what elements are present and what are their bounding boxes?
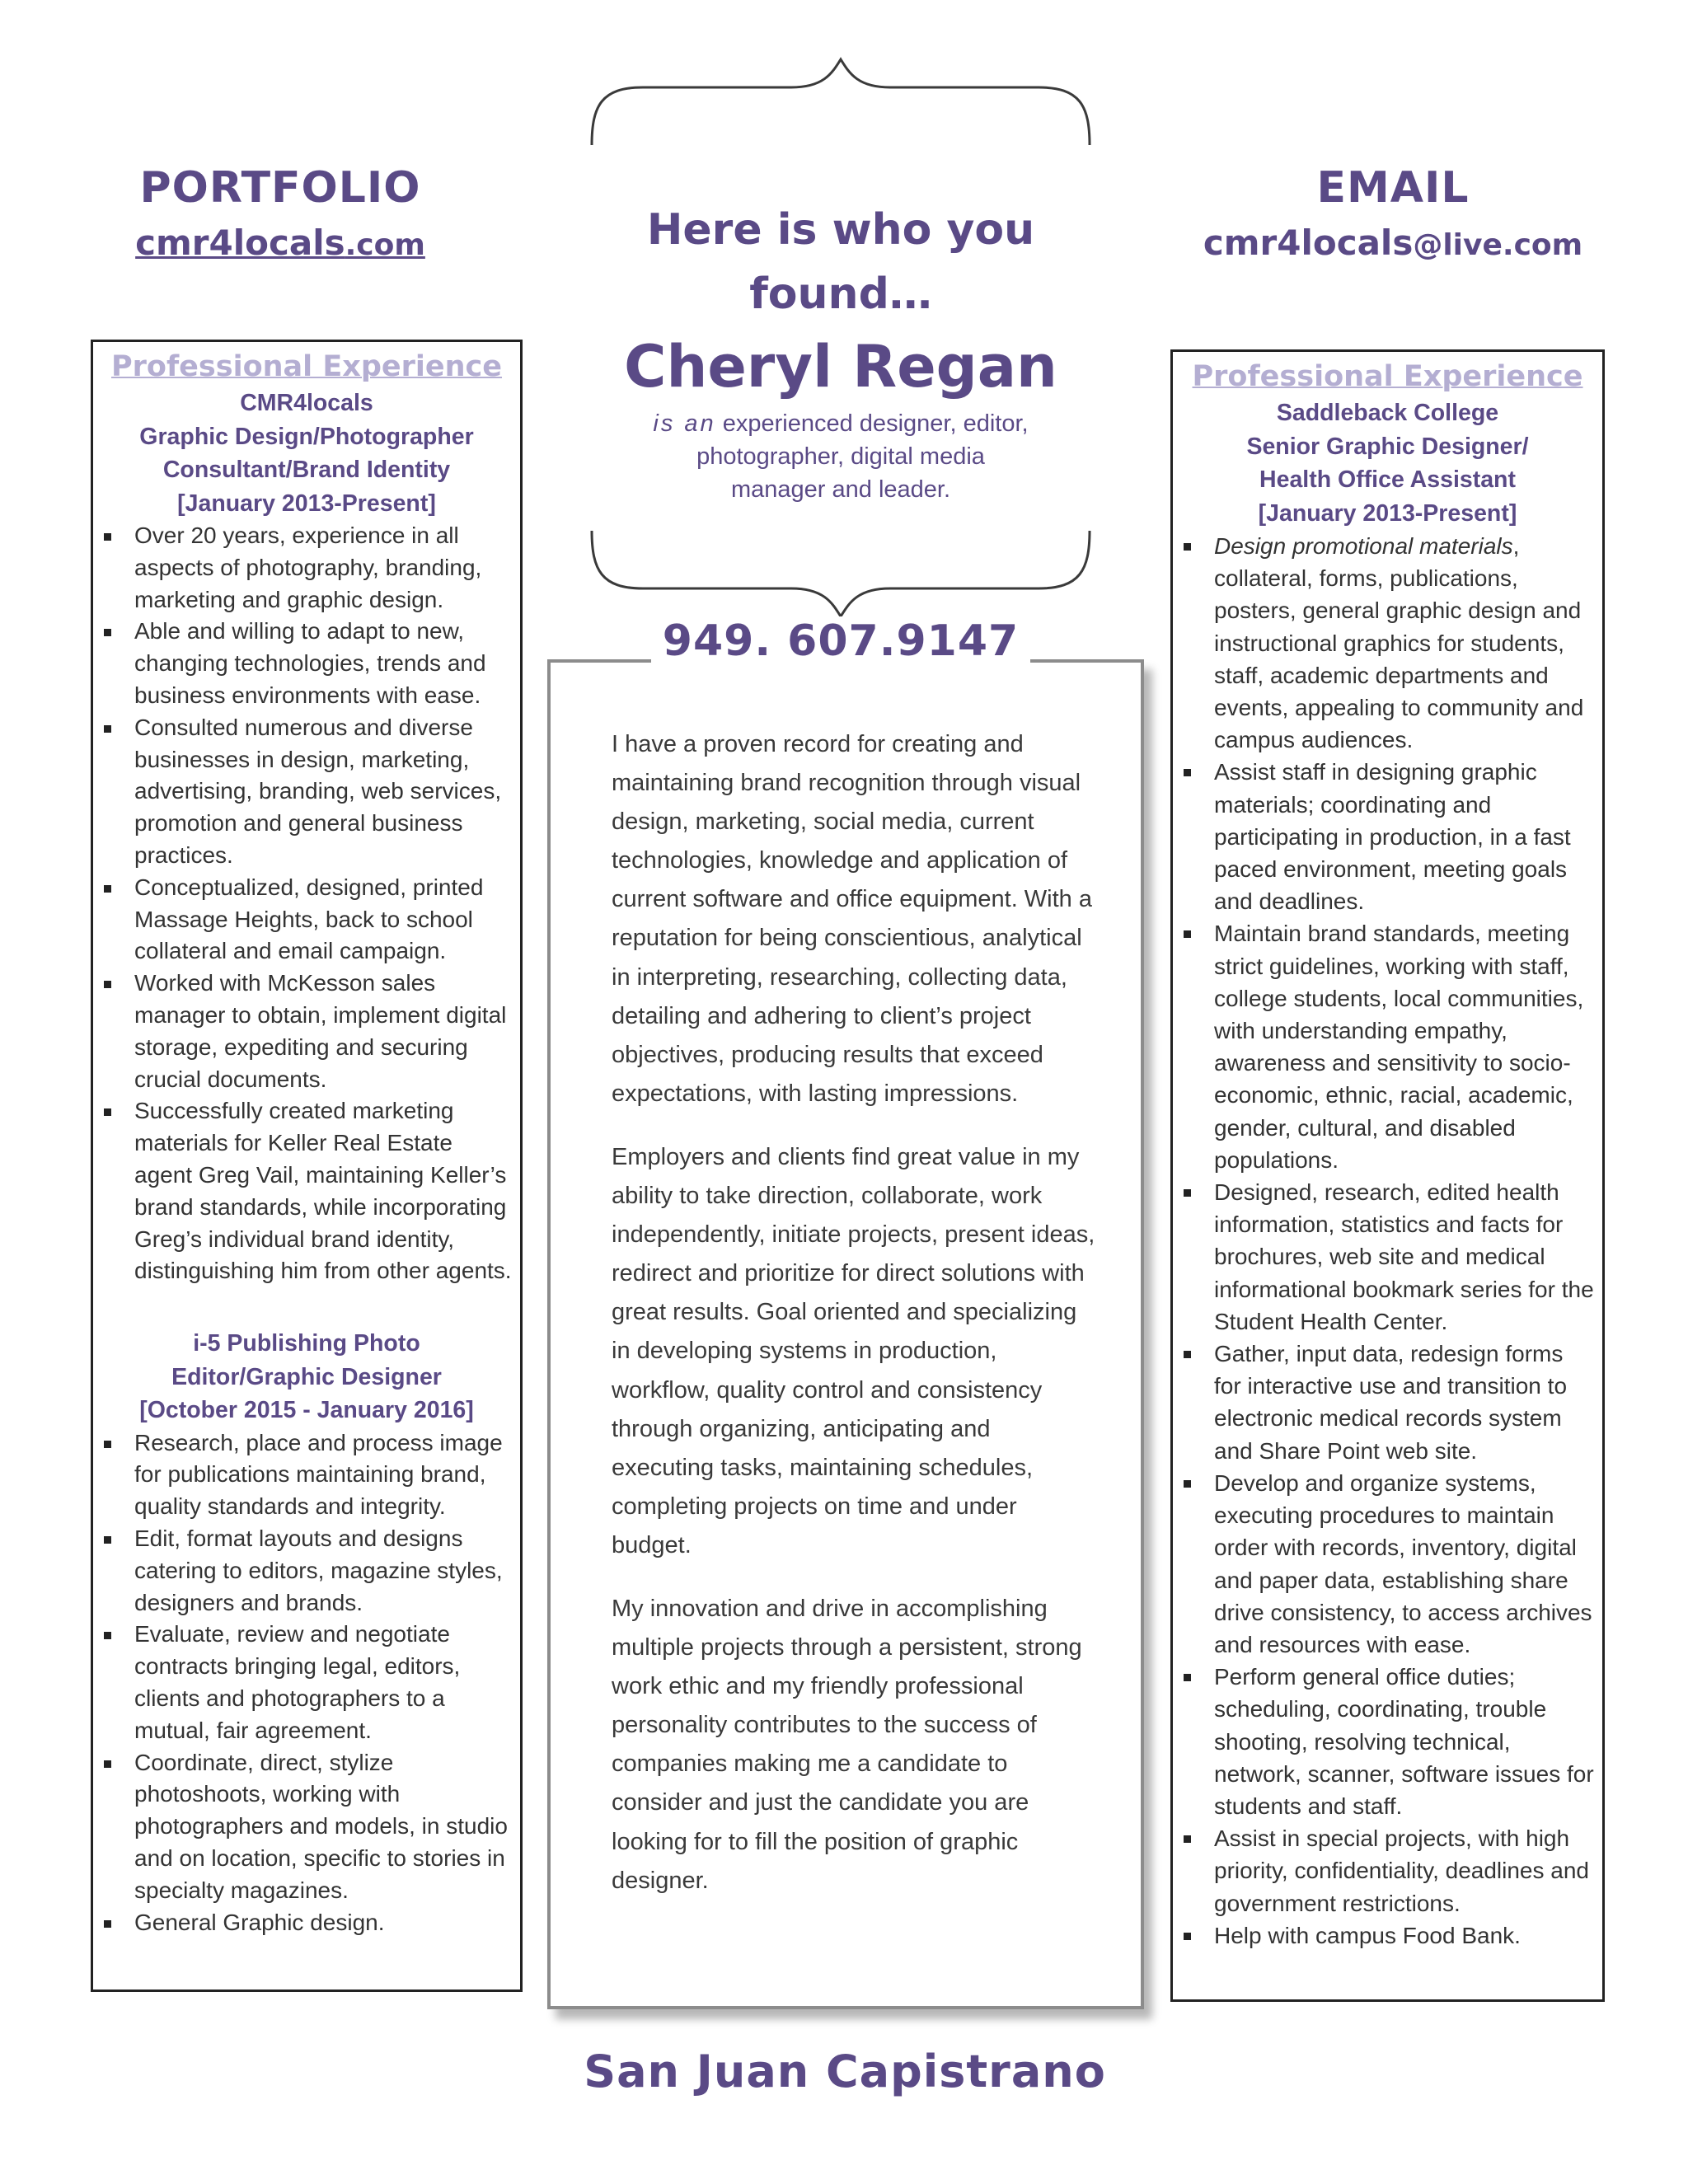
job2-dates: [October 2015 - January 2016] bbox=[139, 1397, 474, 1424]
job1-company: CMR4locals bbox=[240, 390, 373, 416]
list-item: Assist staff in designing graphic materials; coordinating and participating in production, in a fast paced environment, meeting goals and deadlines. bbox=[1181, 756, 1594, 917]
job3-dates: [January 2013-Present] bbox=[1258, 499, 1517, 527]
list-item: Able and willing to adapt to new, changing technologies, trends and business environments with ease. bbox=[101, 616, 512, 711]
job2-bullets bbox=[101, 1427, 512, 1939]
email-address-main: cmr4locals bbox=[1203, 223, 1414, 263]
tagline-line-3: manager and leader. bbox=[730, 476, 951, 503]
job3-bullets bbox=[1181, 530, 1594, 1952]
list-item: Consulted numerous and diverse businesses in design, marketing, advertising, branding, web services, promotion and general business practices. bbox=[101, 712, 512, 872]
list-item: Develop and organize systems, executing procedures to maintain order with records, inventory, digital and paper data, establishing share drive consistency, to access archives and resources with ease. bbox=[1181, 1467, 1594, 1661]
job1-title-line-2: Consultant/Brand Identity bbox=[162, 457, 451, 483]
job3-title-line-1: Senior Graphic Designer/ bbox=[1246, 433, 1529, 460]
list-item: Perform general office duties; scheduling, coordinating, trouble shooting, resolving technical, network, scanner, software issues for students and staff. bbox=[1181, 1661, 1594, 1822]
summary-paragraph-3: My innovation and drive in accomplishing multiple projects through a persistent, strong work ethic and my friendly professional personality contributes to the success of companies making me a candidate to consider and just the candidate you are looking for to fill the position of graphic designer. bbox=[612, 1595, 1082, 1894]
job2-header bbox=[101, 1327, 512, 1427]
summary-text bbox=[612, 725, 1098, 1925]
list-item: Designed, research, edited health information, statistics and facts for brochures, web site and medical informational bookmark series for the Student Health Center. bbox=[1181, 1176, 1594, 1338]
center-header bbox=[577, 198, 1104, 506]
list-item: Edit, format layouts and designs catering to editors, magazine styles, designers and brands. bbox=[101, 1523, 512, 1619]
job1-header bbox=[101, 387, 512, 520]
candidate-name: Cheryl Regan bbox=[624, 333, 1057, 401]
email-block bbox=[1170, 163, 1615, 263]
bullet-text: , collateral, forms, publications, posters, general graphic design and instructional graphics for students, staff, academic departments and events, appealing to community and campus audiences. bbox=[1214, 533, 1584, 753]
right-experience-box bbox=[1170, 349, 1605, 2002]
job1-title-line-1: Graphic Design/Photographer bbox=[139, 423, 474, 450]
job1-dates: [January 2013-Present] bbox=[177, 490, 436, 517]
job3-header bbox=[1181, 396, 1594, 530]
tagline bbox=[577, 407, 1104, 506]
summary-paragraph-2: Employers and clients find great value in my ability to take direction, collaborate, work independently, initiate projects, present ideas, redirect and prioritize for direct solutions with great results. Goal oriented and specializing in developing systems in production, workflow, quality control and consistency through organizing, anticipating and executing tasks, maintaining schedules, completing projects on time and under budget. bbox=[612, 1143, 1095, 1558]
list-item: Gather, input data, redesign forms for interactive use and transition to electronic medical records system and Share Point web site. bbox=[1181, 1338, 1594, 1467]
bottom-brace-ornament bbox=[585, 527, 1096, 620]
job1-bullets bbox=[101, 520, 512, 1287]
phone-number[interactable]: 949. 607.9147 bbox=[651, 616, 1030, 666]
portfolio-url-main: cmr4locals bbox=[135, 223, 345, 263]
list-item: General Graphic design. bbox=[101, 1907, 512, 1939]
bullet-italic-lead: Design promotional materials bbox=[1214, 533, 1513, 559]
left-experience-box bbox=[91, 340, 523, 1992]
list-item: Coordinate, direct, stylize photoshoots, working with photographers and models, in studio and on location, specific to stories in specialty magazines. bbox=[101, 1747, 512, 1907]
list-item: Successfully created marketing materials for Keller Real Estate agent Greg Vail, maintaining Keller’s brand standards, while incorporating Greg’s individual brand identity, distinguishing him from other agents. bbox=[101, 1095, 512, 1287]
list-item: Maintain brand standards, meeting strict guidelines, working with staff, college students, local communities, with understanding empathy, awareness and sensitivity to socio-economic, ethnic, racial, academic, gender, cultural, and disabled populations. bbox=[1181, 917, 1594, 1176]
list-item bbox=[1181, 530, 1594, 756]
summary-paragraph-1: I have a proven record for creating and maintaining brand recognition through visual design, marketing, social media, current technologies, knowledge and application of current software and office equipment. With a reputation for being conscientious, analytical in interpreting, researching, collecting data, detailing and adhering to client’s project objectives, producing results that exceed expectations, with lasting impressions. bbox=[612, 731, 1092, 1107]
job2-title-line-2: Editor/Graphic Designer bbox=[171, 1363, 442, 1390]
list-item: Research, place and process image for publications maintaining brand, quality standards and integrity. bbox=[101, 1427, 512, 1523]
job2-title-line-1: i-5 Publishing Photo bbox=[193, 1330, 420, 1357]
email-label: EMAIL bbox=[1316, 163, 1470, 213]
tagline-line-2: photographer, digital media bbox=[696, 443, 985, 470]
portfolio-url-suffix: .com bbox=[345, 228, 425, 262]
tagline-prefix: is an bbox=[653, 410, 716, 437]
list-item: Help with campus Food Bank. bbox=[1181, 1919, 1594, 1952]
list-item: Assist in special projects, with high priority, confidentiality, deadlines and government restrictions. bbox=[1181, 1822, 1594, 1919]
portfolio-link[interactable] bbox=[82, 223, 478, 263]
location-city: San Juan Capistrano bbox=[584, 2046, 1106, 2097]
summary-box bbox=[547, 659, 1144, 2009]
top-brace-ornament bbox=[585, 56, 1096, 148]
list-item: Worked with McKesson sales manager to obtain, implement digital storage, expediting and securing crucial documents. bbox=[101, 968, 512, 1095]
list-item: Over 20 years, experience in all aspects of photography, branding, marketing and graphic design. bbox=[101, 520, 512, 616]
email-address-suffix: @live.com bbox=[1413, 228, 1583, 262]
intro-heading: Here is who you found… bbox=[646, 205, 1035, 319]
left-section-title: Professional Experience bbox=[110, 350, 503, 383]
list-item: Conceptualized, designed, printed Massage Heights, back to school collateral and email campaign. bbox=[101, 872, 512, 968]
list-item: Evaluate, review and negotiate contracts bringing legal, editors, clients and photographers to a mutual, fair agreement. bbox=[101, 1619, 512, 1746]
email-link[interactable] bbox=[1170, 223, 1615, 263]
tagline-line-1: experienced designer, editor, bbox=[722, 410, 1029, 437]
portfolio-block bbox=[82, 163, 478, 263]
right-section-title: Professional Experience bbox=[1192, 360, 1583, 393]
job3-title-line-2: Health Office Assistant bbox=[1259, 466, 1516, 493]
portfolio-label: PORTFOLIO bbox=[139, 163, 421, 213]
job3-company: Saddleback College bbox=[1276, 400, 1499, 426]
